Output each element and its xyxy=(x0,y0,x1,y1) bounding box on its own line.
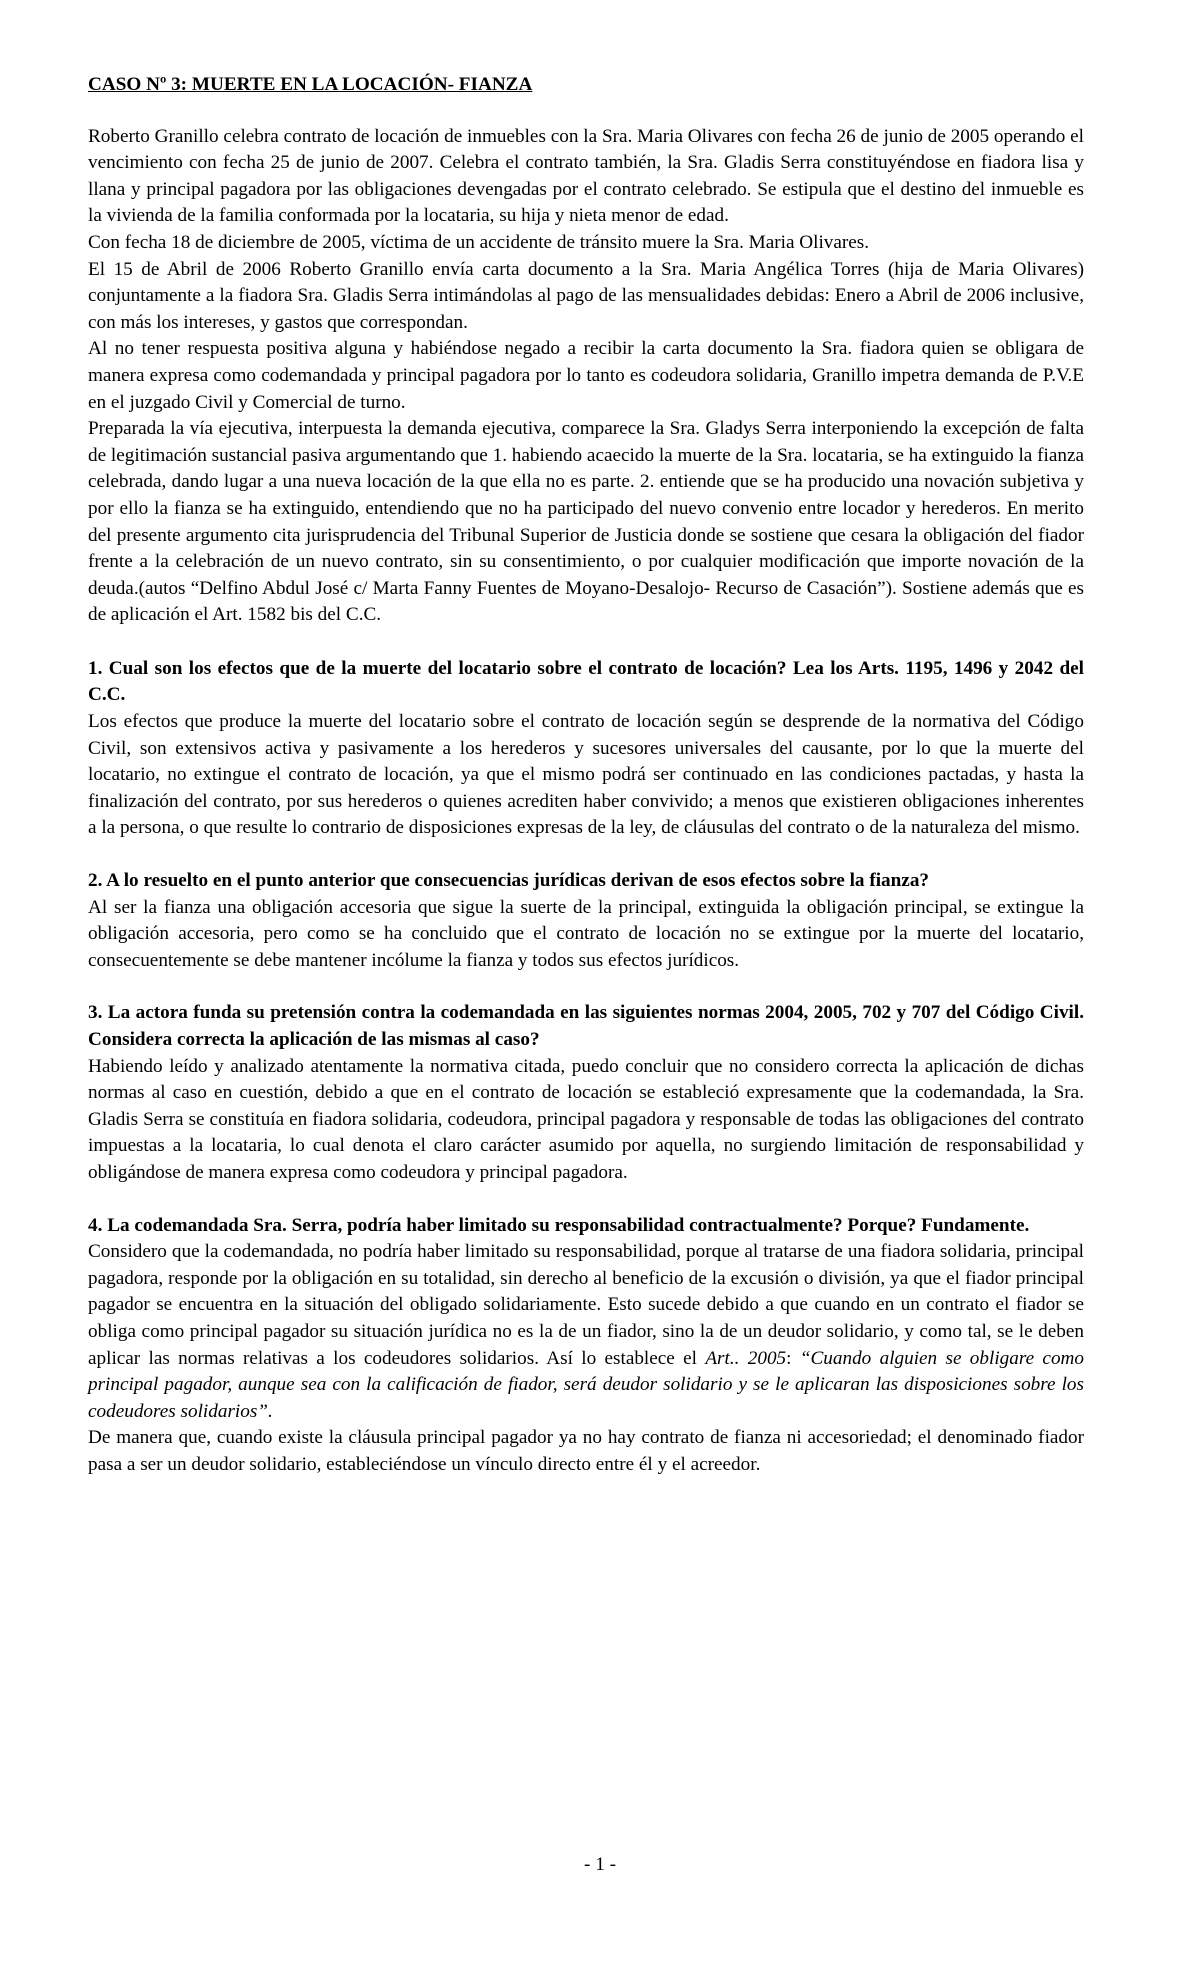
answer-paragraph xyxy=(88,1239,1084,1425)
answer-text: Considero que la codemandada, no podría haber limitado su responsabilidad, porque al tratarse de una fiadora solidaria, principal pagadora, responde por la obligación en su totalidad, sin derecho al beneficio de la excusión o división, ya que el fiador principal pagador se encuentra en la situación del obligado solidariamente. Esto sucede debido a que cuando en un contrato el fiador se obliga como principal pagador su situación jurídica no es la de un fiador, sino la de un deudor solidario, y como tal, se le deben aplicar las normas relativas a los codeudores solidarios. Así lo establece el xyxy=(88,1241,1084,1369)
intro-paragraph: El 15 de Abril de 2006 Roberto Granillo envía carta documento a la Sra. Maria Angélica Torres (hija de Maria Olivares) conjuntamente a la fiadora Sra. Gladis Serra intimándolas al pago de las mensualidades debidas: Enero a Abril de 2006 inclusive, con más los intereses, y gastos que correspondan. xyxy=(88,258,1084,333)
answer-paragraph: Al ser la fianza una obligación accesoria que sigue la suerte de la principal, extinguida la obligación principal, se extingue la obligación accesoria, pero como se ha concluido que el contrato de locación no se extingue por la muerte del locatario, consecuentemente se debe mantener incólume la fianza y todos sus efectos jurídicos. xyxy=(88,896,1084,971)
question-heading: 2. A lo resuelto en el punto anterior que consecuencias jurídicas derivan de esos efectos sobre la fianza? xyxy=(88,870,930,892)
question-block-3 xyxy=(88,1000,1084,1186)
article-reference: Art.. 2005 xyxy=(705,1347,787,1369)
answer-paragraph: De manera que, cuando existe la cláusula principal pagador ya no hay contrato de fianza ni accesoriedad; el denominado fiador pasa a ser un deudor solidario, estableciéndose un vínculo directo entre él y el acreedor. xyxy=(88,1427,1084,1475)
question-block-2 xyxy=(88,868,1084,974)
question-block-4 xyxy=(88,1213,1084,1479)
question-heading: 1. Cual son los efectos que de la muerte del locatario sobre el contrato de locación? Lea los Arts. 1195, 1496 y 2042 del C.C. xyxy=(88,657,1084,706)
article-quote: “Cuando alguien se obligare como principal pagador, aunque sea con la calificación de fiador, será deudor solidario y se le aplicaran las disposiciones sobre los codeudores solidarios”. xyxy=(88,1347,1084,1422)
intro-paragraph: Preparada la vía ejecutiva, interpuesta la demanda ejecutiva, comparece la Sra. Gladys Serra interponiendo la excepción de falta de legitimación sustancial pasiva argumentando que 1. habiendo acaecido la muerte de la Sra. locataria, se ha extinguido la fianza celebrada, dando lugar a una nueva locación de la que ella no es parte. 2. entiende que se ha producido una novación subjetiva y por ello la fianza se ha extinguido, entendiendo que no ha participado del nuevo convenio entre locador y herederos. En merito del presente argumento cita jurisprudencia del Tribunal Superior de Justicia donde se sostiene que cesara la obligación del fiador frente a la celebración de un nuevo contrato, sin su consentimiento, o por cualquier modificación que importe novación de la deuda.(autos “Delfino Abdul José c/ Marta Fanny Fuentes de Moyano-Desalojo- Recurso de Casación”). Sostiene además que es de aplicación el Art. 1582 bis del C.C. xyxy=(88,418,1084,626)
intro-paragraph: Al no tener respuesta positiva alguna y habiéndose negado a recibir la carta documento la Sra. fiadora quien se obligara de manera expresa como codemandada y principal pagadora por lo tanto es codeudora solidaria, Granillo impetra demanda de P.V.E en el juzgado Civil y Comercial de turno. xyxy=(88,338,1084,413)
intro-paragraph: Con fecha 18 de diciembre de 2005, víctima de un accidente de tránsito muere la Sra. Maria Olivares. xyxy=(88,231,870,253)
answer-paragraph: Habiendo leído y analizado atentamente la normativa citada, puedo concluir que no considero correcta la aplicación de dichas normas al caso en cuestión, debido a que en el contrato de locación se estableció expresamente que la codemandada, la Sra. Gladis Serra se constituía en fiadora solidaria, codeudora, principal pagadora y responsable de todas las obligaciones del contrato impuestas a la locataria, lo cual denota el claro carácter asumido por aquella, no surgiendo limitación de responsabilidad y obligándose de manera expresa como codeudora y principal pagadora. xyxy=(88,1055,1084,1183)
question-heading: 4. La codemandada Sra. Serra, podría haber limitado su responsabilidad contractualmente? Porque? Fundamente. xyxy=(88,1214,1030,1236)
case-description xyxy=(88,124,1084,629)
question-block-1 xyxy=(88,656,1084,842)
page-number: - 1 - xyxy=(584,1854,616,1875)
question-heading: 3. La actora funda su pretensión contra la codemandada en las siguientes normas 2004, 2005, 702 y 707 del Código Civil. Considera correcta la aplicación de las mismas al caso? xyxy=(88,1002,1084,1050)
answer-colon: : xyxy=(786,1347,800,1369)
page-title: CASO Nº 3: MUERTE EN LA LOCACIÓN- FIANZA xyxy=(88,74,533,95)
intro-paragraph: Roberto Granillo celebra contrato de locación de inmuebles con la Sra. Maria Olivares con fecha 26 de junio de 2005 operando el vencimiento con fecha 25 de junio de 2007. Celebra el contrato también, la Sra. Gladis Serra constituyéndose en fiadora lisa y llana y principal pagadora por las obligaciones devengadas por el contrato celebrado. Se estipula que el destino del inmueble es la vivienda de la familia conformada por la locataria, su hija y nieta menor de edad. xyxy=(88,125,1084,227)
answer-paragraph: Los efectos que produce la muerte del locatario sobre el contrato de locación según se desprende de la normativa del Código Civil, son extensivos activa y pasivamente a los herederos y sucesores universales del causante, por lo que la muerte del locatario, no extingue el contrato de locación, ya que el mismo podrá ser continuado en las condiciones pactadas, y hasta la finalización del contrato, por sus herederos o quienes acrediten haber convivido; a menos que existieren obligaciones inherentes a la persona, o que resulte lo contrario de disposiciones expresas de la ley, de cláusulas del contrato o de la naturaleza del mismo. xyxy=(88,711,1084,839)
